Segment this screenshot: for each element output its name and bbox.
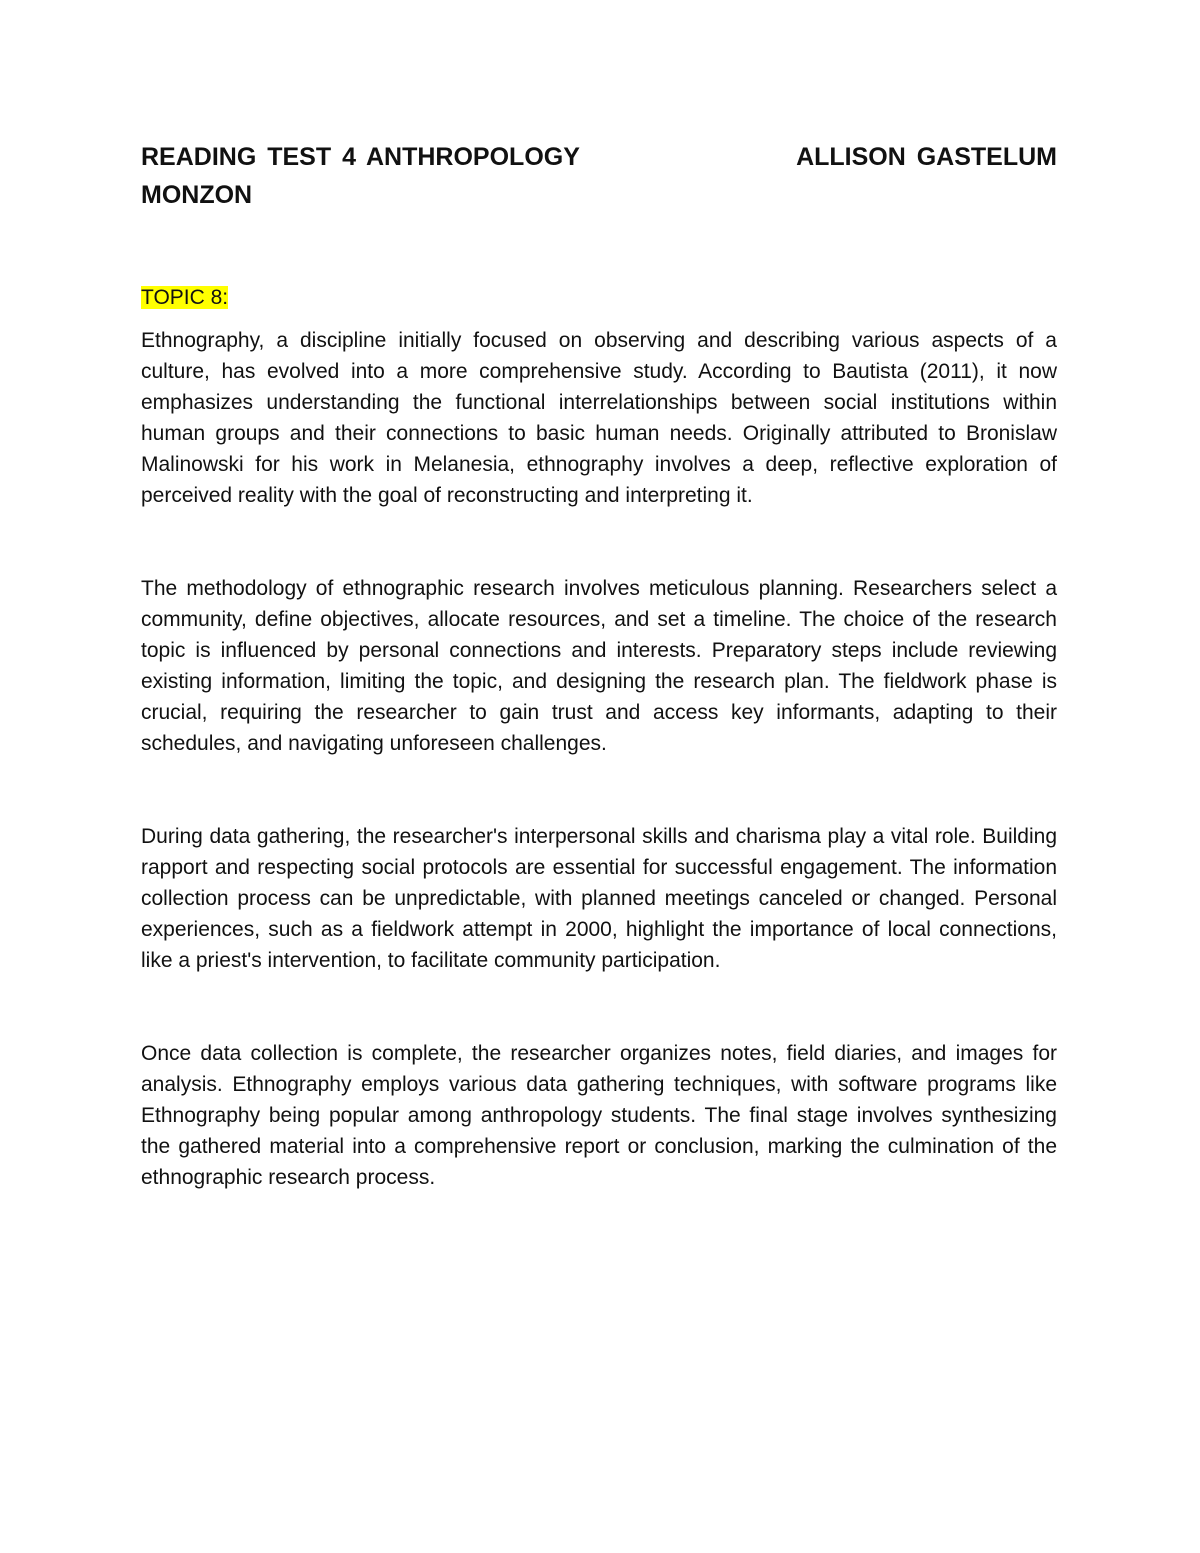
title-left: READING TEST 4 ANTHROPOLOGY [141, 143, 580, 171]
document-title [141, 138, 1057, 214]
document-content [141, 138, 1057, 1193]
paragraph-1: Ethnography, a discipline initially focused on observing and describing various aspects of a culture, has evolved into a more comprehensive study. According to Bautista (2011), it now emphasizes understanding the functional interrelationships between social institutions within human groups and their connections to basic human needs. Originally attributed to Bronislaw Malinowski for his work in Melanesia, ethnography involves a deep, reflective exploration of perceived reality with the goal of reconstructing and interpreting it. [141, 329, 1057, 507]
title-line-2: MONZON [141, 181, 253, 209]
paragraph-2: The methodology of ethnographic research involves meticulous planning. Researchers select a community, define objectives, allocate resources, and set a timeline. The choice of the research topic is influenced by personal connections and interests. Preparatory steps include reviewing existing information, limiting the topic, and designing the research plan. The fieldwork phase is crucial, requiring the researcher to gain trust and access key informants, adapting to their schedules, and navigating unforeseen challenges. [141, 577, 1057, 755]
paragraph-4: Once data collection is complete, the researcher organizes notes, field diaries, and images for analysis. Ethnography employs various data gathering techniques, with software programs like Ethnography being popular among anthropology students. The final stage involves synthesizing the gathered material into a comprehensive report or conclusion, marking the culmination of the ethnographic research process. [141, 1042, 1057, 1189]
topic-label: TOPIC 8: [141, 286, 229, 309]
author-name: ALLISON GASTELUM [796, 143, 1057, 171]
topic-heading [141, 282, 1057, 313]
title-line-1 [141, 138, 1057, 176]
paragraph-3: During data gathering, the researcher's interpersonal skills and charisma play a vital role. Building rapport and respecting social protocols are essential for successful engagement. The information collection process can be unpredictable, with planned meetings canceled or changed. Personal experiences, such as a fieldwork attempt in 2000, highlight the importance of local connections, like a priest's intervention, to facilitate community participation. [141, 825, 1057, 972]
